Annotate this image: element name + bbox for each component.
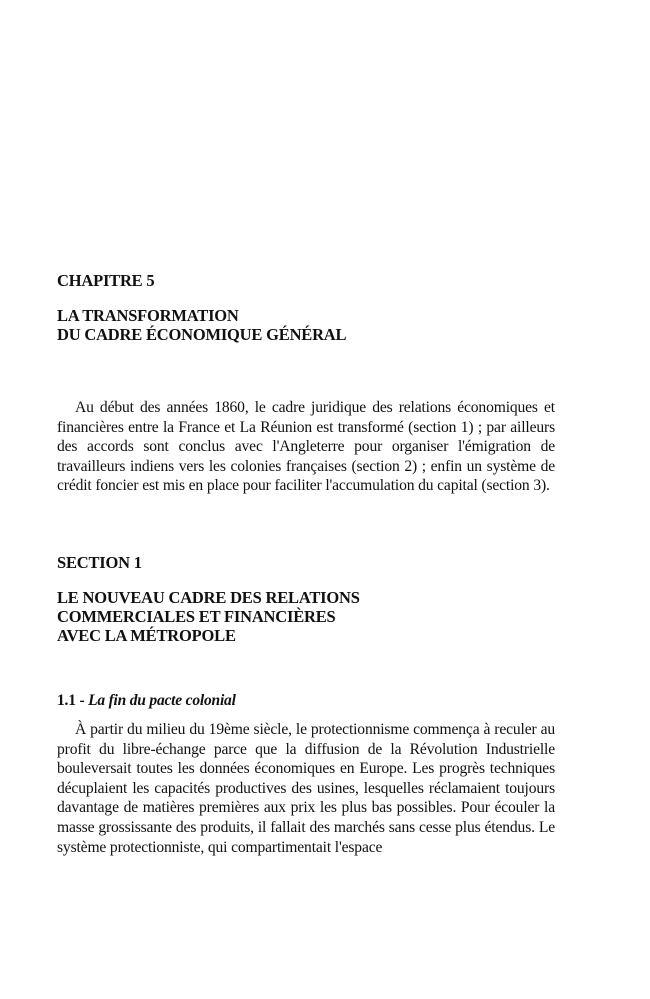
chapter-title-line: DU CADRE ÉCONOMIQUE GÉNÉRAL (57, 325, 347, 344)
subsection-number: 1.1 - (57, 692, 89, 709)
section-label: SECTION 1 (57, 553, 142, 572)
intro-paragraph: Au début des années 1860, le cadre juridique des relations économiques et financières entre la France et La Réunion est transformé (section 1) ; par ailleurs des accords sont conclus avec l'Angleterre pour organiser l'émigration de travailleurs indiens vers les colonies françaises (section 2) ; enfin un système de crédit foncier est mis en place pour faciliter l'accumulation du capital (section 3). (57, 399, 555, 495)
body-paragraph: À partir du milieu du 19ème siècle, le protectionnisme commença à reculer au profit du libre-échange parce que la diffusion de la Révolution Industrielle bouleversait toutes les données économiques en Europe. Les progrès techniques décuplaient les capacités productives des usines, lesquelles réclamaient toujours davantage de matières premières aux prix les plus bas possibles. Pour écouler la masse grossissante des produits, il fallait des marchés sans cesse plus étendus. Le système protectionniste, qui compartimentait l'espace (57, 721, 555, 856)
section-title-line: LE NOUVEAU CADRE DES RELATIONS (57, 588, 360, 607)
subsection-title (57, 691, 236, 710)
chapter-label: CHAPITRE 5 (57, 271, 155, 290)
section-title-line: AVEC LA MÉTROPOLE (57, 626, 236, 645)
section-title (57, 588, 360, 645)
chapter-title (57, 306, 346, 344)
section-title-line: COMMERCIALES ET FINANCIÈRES (57, 607, 336, 626)
subsection-title-text: La fin du pacte colonial (88, 692, 236, 709)
chapter-title-line: LA TRANSFORMATION (57, 306, 239, 325)
